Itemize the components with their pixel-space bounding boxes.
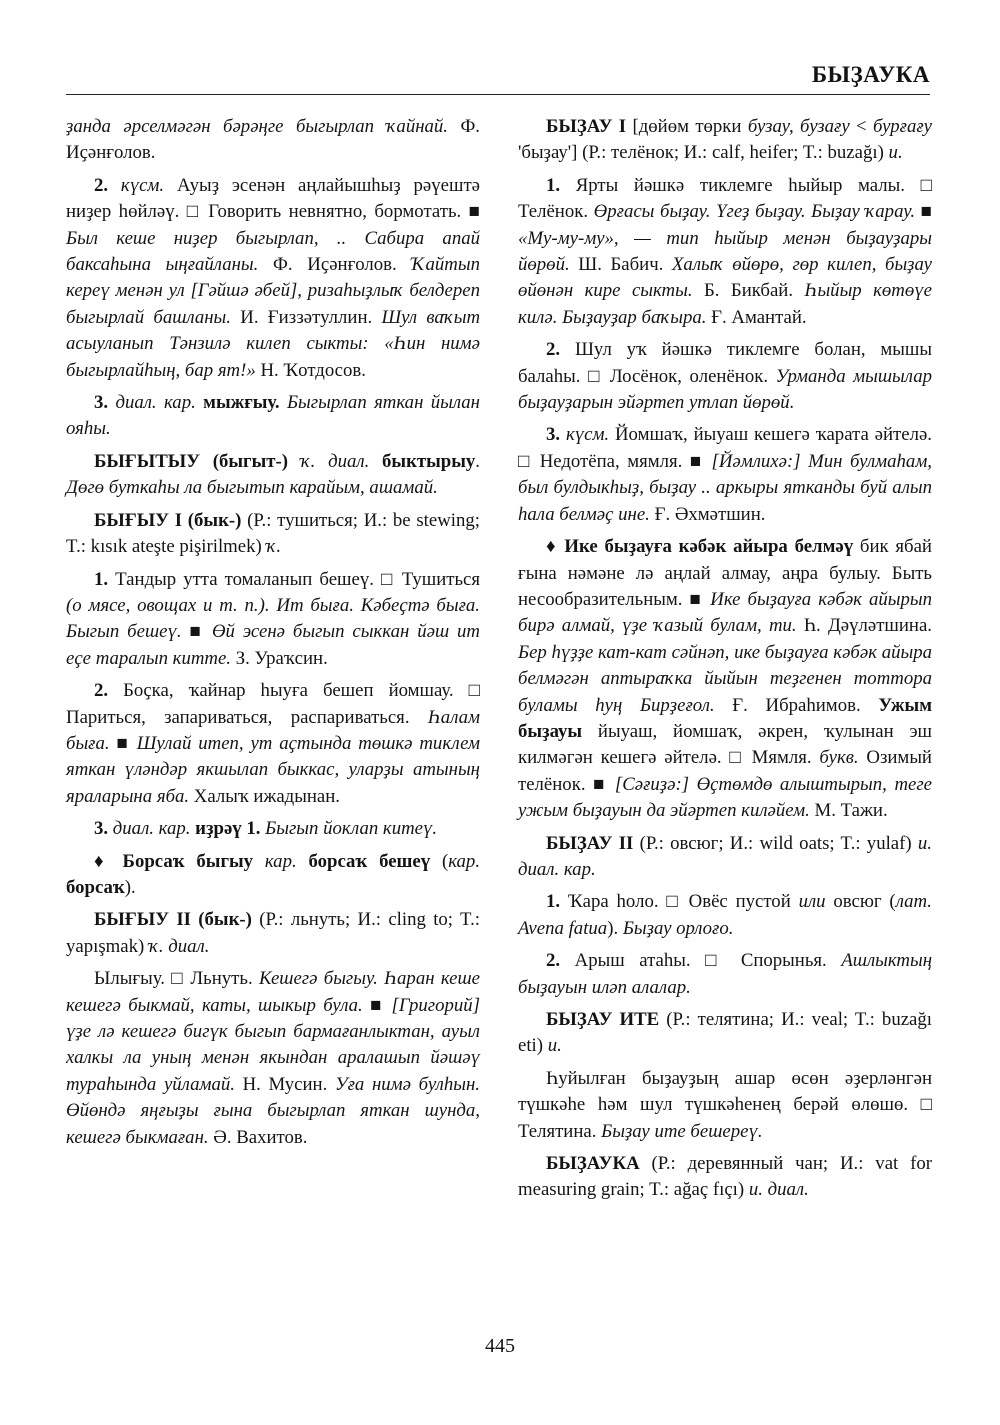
dictionary-paragraph bbox=[518, 1151, 932, 1204]
dictionary-paragraph bbox=[518, 1066, 932, 1145]
text-run: Ә. Вахитов. bbox=[208, 1126, 308, 1148]
text-run: Өрғасы быҙау. Үгеҙ быҙау. Быҙау ҡарау. bbox=[593, 201, 916, 223]
header-rule bbox=[66, 94, 930, 95]
text-run: ■ bbox=[181, 621, 212, 643]
dictionary-paragraph bbox=[66, 567, 480, 673]
text-run: кар. bbox=[448, 850, 481, 872]
text-run: БЫҒЫТЫУ (быгыт-) bbox=[94, 450, 301, 472]
text-run: (о мясе, овощах и т. п.). Ит быға. Кәбеҫтә быға. Быгып бешеү. bbox=[66, 594, 480, 643]
text-run: бурғағу bbox=[872, 116, 933, 137]
text-run: и. bbox=[888, 142, 903, 164]
text-run: Б. Бикбай. bbox=[692, 280, 805, 302]
text-run: (Р.: льнуть; И.: cling to; T.: yapışmak) bbox=[66, 909, 480, 957]
text-run: М. Тажи. bbox=[809, 800, 888, 822]
text-run: Н. Мусин. bbox=[234, 1073, 335, 1095]
dictionary-paragraph bbox=[518, 948, 932, 1001]
text-run: [Сәғиҙә:] Өҫтөмдө алыштырып, теге ужым быҙауын да эйәртеп киләйем. bbox=[518, 773, 933, 822]
text-run: ҙанда әрселмәгән бәрәңге быгырлап ҡайнай. bbox=[66, 116, 448, 137]
running-head: БЫҘАУКА bbox=[811, 62, 930, 87]
text-run: ♦ Борсаҡ быгыу bbox=[94, 850, 265, 872]
text-run: Дөгө буткаһы ла быгытып карайым, ашамай. bbox=[66, 477, 438, 499]
text-run: Һ. Дәүләтшина. bbox=[796, 615, 932, 637]
text-run: Һыйыр көтөүе килә. Быҙауҙар баҡыра. bbox=[518, 280, 932, 328]
text-run: Халыҡ өйөрө, гөр килеп, быҙау өйөнән кире сыкты. bbox=[518, 254, 932, 302]
text-run: кар. bbox=[264, 850, 297, 872]
dictionary-paragraph bbox=[518, 534, 932, 824]
text-run: 2. bbox=[546, 950, 575, 972]
text-run: Ш. Бабич. bbox=[569, 254, 672, 276]
dictionary-paragraph bbox=[66, 816, 480, 842]
text-run: Һуйылған быҙауҙың ашар өсөн әҙерләнгән түшкәһе һәм шул түшкәһенең берәй өлөшө. □ Телятина. bbox=[518, 1067, 932, 1142]
dictionary-paragraph bbox=[66, 678, 480, 810]
text-run: Уға нимә булһын. Өйөндә яңғыҙы ғына быгырлап яткан шунда, кешегә быкмаған. bbox=[66, 1073, 480, 1148]
text-run: ). bbox=[607, 917, 623, 939]
text-run: Кешегә быгыу. Һаран кеше кешегә быкмай, каты, шыкыр була. bbox=[66, 968, 480, 1016]
text-run: ■ bbox=[915, 201, 933, 223]
text-run: 1. bbox=[546, 174, 576, 196]
text-run: Быҙау орлоғо. bbox=[622, 917, 734, 939]
dictionary-paragraph bbox=[66, 907, 480, 960]
text-run: Шул уҡ йәшкә тиклемге болан, мышы балаһы. □ Лосёнок, оленёнок. bbox=[518, 339, 932, 387]
text-run: Арыш атаһы. □ Спорынья. bbox=[574, 950, 842, 972]
dictionary-paragraph bbox=[518, 831, 932, 884]
text-run: 'быҙау'] (Р.: телёнок; И.: calf, heifer; T.: buzağı) bbox=[518, 142, 889, 164]
text-run: [Йәмлихә:] Мин булмаһам, был булдыкһыҙ, быҙау .. аркыры ятканды буй алып һала белмәҫ ине. bbox=[518, 450, 932, 525]
text-run: быктырыу bbox=[369, 450, 476, 472]
text-run: лат. bbox=[895, 891, 932, 913]
text-run: Йомшаҡ, йыуаш кешегә ҡарата әйтелә. □ Недотёпа, мямля. ■ bbox=[518, 424, 933, 472]
text-run: и. bbox=[547, 1035, 562, 1057]
dictionary-paragraph bbox=[518, 114, 932, 167]
text-run: бик ябай ғына нәмәне лә аңлай алмау, аңра булыу. Быть несообразительным. ■ bbox=[518, 536, 932, 610]
text-run: Ғ. Амантай. bbox=[706, 306, 807, 328]
text-run: 2. bbox=[546, 339, 575, 361]
text-run: БЫҘАУ ИТЕ bbox=[546, 1009, 660, 1030]
text-run: БЫҒЫУ I (бык-) bbox=[94, 509, 242, 531]
page-number: 445 bbox=[485, 1335, 515, 1357]
dictionary-paragraph bbox=[66, 390, 480, 443]
text-run: иҙрәү 1. bbox=[190, 818, 266, 840]
text-run: (Р.: тушиться; И.: be stewing; T.: kısık ateşte pişirilmek) bbox=[66, 509, 480, 558]
dictionary-paragraph bbox=[66, 114, 480, 167]
text-run: Ашлыктың быҙауын иләп алалар. bbox=[518, 950, 933, 998]
text-run: БЫҘАУ I bbox=[546, 116, 627, 137]
dictionary-paragraph bbox=[66, 173, 480, 384]
dictionary-paragraph bbox=[518, 889, 932, 942]
text-run: ҡ. диал. bbox=[300, 450, 370, 472]
text-run: и. диал. bbox=[748, 1179, 809, 1201]
text-run: Ф. Иҫәнғолов. bbox=[258, 254, 412, 276]
text-run: и. диал. кар. bbox=[518, 832, 932, 880]
text-run: Быҙау ите бешереү. bbox=[601, 1120, 763, 1142]
text-run: . bbox=[475, 450, 480, 472]
text-run: БЫҘАУ II bbox=[546, 832, 634, 854]
text-run: ♦ Ике быҙауға кәбәк айыра белмәү bbox=[546, 536, 854, 558]
text-run: борсаҡ бешеү bbox=[296, 850, 431, 872]
text-run: 2. bbox=[94, 680, 124, 702]
text-run: 2. bbox=[94, 174, 121, 196]
dictionary-paragraph bbox=[518, 173, 932, 331]
dictionary-paragraph bbox=[518, 337, 932, 416]
text-run: Ярты йәшкә тиклемге һыйыр малы. □ Телёнок. bbox=[518, 174, 932, 223]
text-run: З. Ураҡсин. bbox=[231, 647, 328, 669]
text-run: (Р.: телятина; И.: veal; T.: buzağı eti) bbox=[518, 1009, 932, 1057]
left-column bbox=[66, 114, 480, 1157]
text-run: мыжғыу. bbox=[195, 392, 287, 414]
text-run: Ауыҙ эсенән аңлайышһыҙ рәүештә ниҙер һөйләү. □ Говорить невнятно, бормотать. ■ bbox=[66, 174, 481, 223]
dictionary-paragraph bbox=[66, 449, 480, 502]
text-run: овсюг ( bbox=[825, 891, 896, 913]
text-run: Н. Ҡотдосов. bbox=[255, 359, 366, 381]
text-run: Боҫка, ҡайнар һыуға бешеп йомшау. □ Париться, запариваться, распариваться. bbox=[66, 680, 480, 728]
text-run: Һалам быға. bbox=[66, 706, 480, 754]
dictionary-paragraph bbox=[518, 422, 932, 528]
text-run: Ылығыу. □ Льнуть. bbox=[94, 968, 259, 990]
text-run: «Му-му-му», — тип һыйыр менән быҙауҙары йөрөй. bbox=[518, 227, 932, 276]
text-run: Ҡайтып кереү менән ул [Гәйшә әбей], ризаһыҙлыҡ белдереп быгырлай башланы. bbox=[66, 254, 480, 328]
text-run: диал. кар. bbox=[115, 392, 196, 414]
dictionary-paragraph bbox=[66, 849, 480, 902]
text-run: күсм. bbox=[120, 174, 165, 196]
text-run: Быгырлап яткан йылан ояһы. bbox=[66, 392, 480, 440]
text-run: (Р.: овсюг; И.: wild oats; T.: yulaf) bbox=[633, 832, 918, 854]
dictionary-paragraph bbox=[518, 1007, 932, 1060]
text-run: ■ bbox=[109, 732, 137, 754]
text-run: 1. bbox=[94, 568, 116, 590]
text-run: [дөйөм төрки bbox=[626, 116, 748, 137]
text-run: Ике быҙауға кәбәк айырып бирә алмай, үҙе ҡазый булам, ти. bbox=[518, 588, 932, 637]
text-run: ҡ. диал. bbox=[148, 935, 210, 957]
text-run: күсм. bbox=[565, 424, 610, 446]
text-run: йыуаш, йомшаҡ, әкрен, ҡулынан эш килмәгән кешегә әйтелә. □ Мямля. bbox=[518, 720, 932, 769]
text-run: Ужым быҙауы bbox=[518, 694, 933, 742]
text-run: БЫҘАУКА bbox=[546, 1153, 640, 1175]
text-run: или bbox=[798, 891, 826, 913]
text-run: Халыҡ ижадынан. bbox=[189, 785, 340, 807]
dictionary-paragraph bbox=[66, 508, 480, 561]
text-run: ( bbox=[430, 850, 449, 872]
text-run: Ғ. Ибраһимов. bbox=[714, 694, 879, 716]
text-run: Шулай итеп, ут аҫтында төшкә тиклем яткан үләндәр якшылап быккас, уларҙы атының яраларына яба. bbox=[66, 732, 480, 807]
text-run: 3. bbox=[94, 818, 113, 840]
text-run: Шул ваҡыт асыуланып Тәнзилә килеп сыкты: «Һин нимә быгырлайһың, бар ят!» bbox=[66, 306, 481, 381]
text-run: < bbox=[849, 116, 873, 137]
text-run: Ф. Иҫәнғолов. bbox=[66, 116, 480, 164]
text-run: БЫҒЫУ II (бык-) bbox=[94, 909, 252, 931]
text-run: И. Ғиззәтуллин. bbox=[230, 306, 382, 328]
text-run: Тандыр утта томаланып бешеү. □ Тушиться bbox=[115, 568, 481, 590]
text-run: 3. bbox=[546, 424, 566, 446]
text-run: Озимый телёнок. ■ bbox=[518, 747, 932, 795]
text-run: (Р.: деревянный чан; И.: vat for measuring grain; T.: ağaç fıçı) bbox=[518, 1153, 932, 1201]
text-run: ҡ. bbox=[266, 536, 282, 558]
text-run: Avena fatua bbox=[518, 917, 608, 939]
text-run: Урманда мышылар быҙауҙарын эйәртеп утлап йөрөй. bbox=[518, 365, 932, 414]
text-run: борсаҡ bbox=[66, 876, 125, 898]
right-column bbox=[518, 114, 932, 1210]
text-run: ■ bbox=[362, 994, 392, 1016]
dictionary-paragraph bbox=[66, 966, 480, 1151]
text-run: 3. bbox=[94, 392, 116, 414]
text-run: Ғ. Әхмәтшин. bbox=[649, 503, 766, 525]
text-run: Был кеше ниҙер быгырлап, .. Сабира апай баксаһына ыңғайланы. bbox=[66, 227, 480, 276]
text-run: Өй эсенә быгып сыккан йәш ит еҫе таралып китте. bbox=[66, 621, 480, 669]
text-run: букв. bbox=[819, 747, 859, 769]
text-run: Ҡара һоло. □ Овёс пустой bbox=[567, 891, 799, 913]
text-run: [Григорий] үҙе лә кешегә бигүк быгып бармағанлыктан, ауыл халкы ла уның менән якындан аралашып йәшәү турaһында уйламай. bbox=[66, 994, 480, 1095]
text-run: ). bbox=[124, 876, 136, 898]
text-run: Быгып йоклап китеү. bbox=[265, 818, 438, 840]
text-run: 1. bbox=[546, 891, 568, 913]
text-run: бузау, бузағу bbox=[747, 116, 850, 137]
text-run: Бер һүҙҙе кат-кат сәйнәп, ике быҙауға кәбәк айыра белмәгән аптыраҡка йыйын теҙгенен тоттора буламы һуң Бирҙеғол. bbox=[518, 641, 932, 716]
text-run: диал. кар. bbox=[112, 818, 191, 840]
